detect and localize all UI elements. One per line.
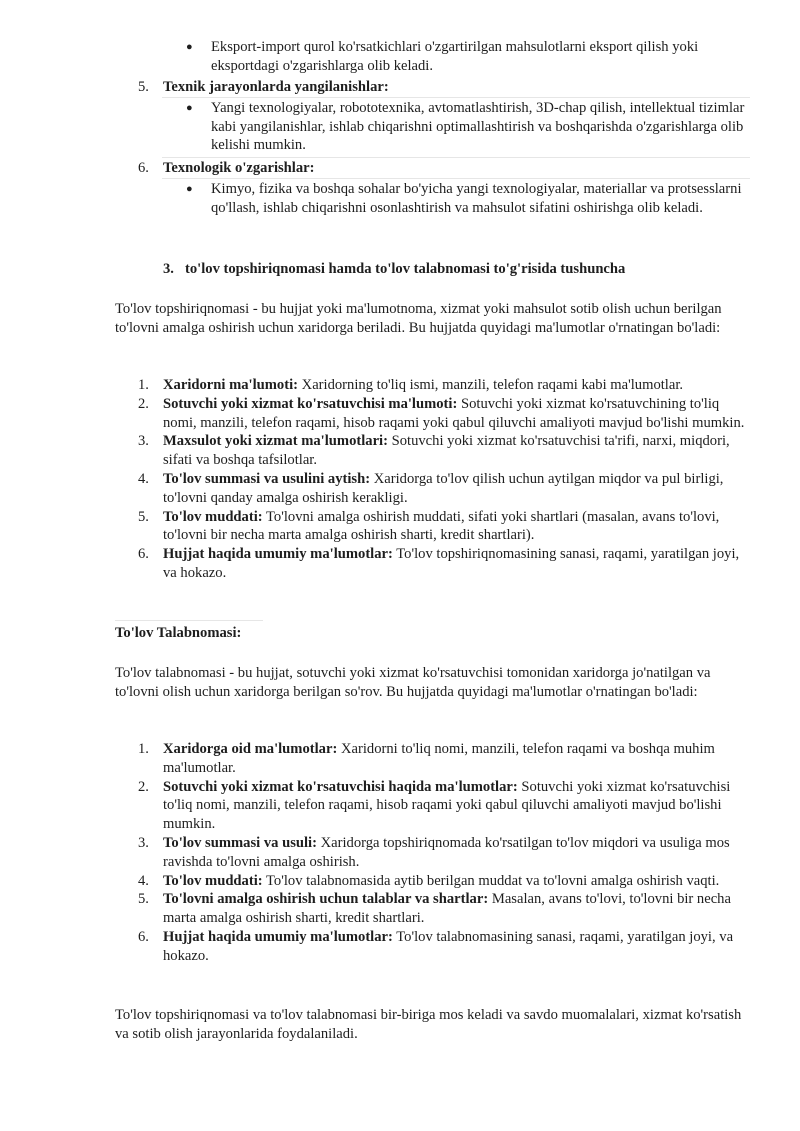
item-text: Xaridorga topshiriqnomada ko'rsatilgan to'lov miqdori va usuliga mos ravishda to'lovni amalga oshirish. xyxy=(163,834,730,870)
numbered-list-b xyxy=(0,376,800,583)
item-title: Hujjat haqida umumiy ma'lumotlar: xyxy=(163,546,393,563)
list-item xyxy=(0,432,800,470)
item-title: Sotuvchi yoki xizmat ko'rsatuvchisi haqida ma'lumotlar: xyxy=(163,778,518,795)
item-title: To'lov muddati: xyxy=(163,508,263,525)
closing-paragraph xyxy=(0,1006,800,1044)
bullet-dot: ● xyxy=(186,41,193,53)
item-title: Texnik jarayonlarda yangilanishlar: xyxy=(163,79,389,95)
section-title: to'lov topshiriqnomasi hamda to'lov talabnomasi to'g'risida tushuncha xyxy=(185,261,626,277)
subheading-block xyxy=(0,624,800,643)
section-heading xyxy=(0,260,800,279)
item-number: 5. xyxy=(138,891,149,908)
item-number: 3. xyxy=(138,433,149,450)
item-divider xyxy=(162,157,750,158)
item-text: Sotuvchi yoki xizmat ko'rsatuvchisi to'liq nomi, manzili, telefon raqami, hisob raqami yoki qabul qiluvchi amaliyoti mavjud bo'lishi mumkin. xyxy=(163,778,731,833)
subheading: To'lov Talabnomasi: xyxy=(115,625,242,641)
item-title: To'lovni amalga oshirish uchun talablar va shartlar: xyxy=(163,891,489,908)
intro-paragraph-1 xyxy=(0,300,800,338)
bullet-dot: ● xyxy=(186,182,193,195)
bullet-text: Yangi texnologiyalar, robototexnika, avtomatlashtirish, 3D-chap qilish, intellektual tizimlar kabi yangilanishlar, ishlab chiqarishni optimallashtirish va boshqarishda o'zgarishlarga olib kelishi mumkin. xyxy=(211,99,745,154)
item-number: 5. xyxy=(138,508,149,525)
item-number: 4. xyxy=(138,470,149,487)
item-number: 5. xyxy=(138,79,149,95)
item-number: 6. xyxy=(138,160,149,177)
list-item xyxy=(0,890,800,928)
item-title: To'lov muddati: xyxy=(163,872,263,889)
list-item xyxy=(0,928,800,966)
paragraph-text: To'lov topshiriqnomasi - bu hujjat yoki ma'lumotnoma, xizmat yoki mahsulot sotib olish uchun berilgan to'lovni amalga oshirish uchun xaridorga beriladi. Bu hujjatda quyidagi ma'lumotlar o'rnatingan bo'ladi: xyxy=(115,301,722,336)
item-number: 1. xyxy=(138,741,149,757)
list-item xyxy=(0,78,800,97)
item-number: 6. xyxy=(138,928,149,945)
item-text: Sotuvchi yoki xizmat ko'rsatuvchining to'liq nomi, manzili, telefon raqami, hisob raqami yoki qabul qiluvchi amaliyoti mavjud bo'lishi mumkin. xyxy=(163,395,745,431)
item-text: Xaridorni to'liq nomi, manzili, telefon raqami va boshqa muhim ma'lumotlar. xyxy=(163,741,715,776)
item-number: 4. xyxy=(138,872,149,889)
bullet-item xyxy=(0,38,800,76)
list-item xyxy=(0,376,800,395)
bullet-item xyxy=(0,99,800,155)
list-item xyxy=(0,834,800,872)
item-text: To'lov topshiriqnomasining sanasi, raqami, yaratilgan joyi, va hokazo. xyxy=(163,546,740,581)
item-title: Hujjat haqida umumiy ma'lumotlar: xyxy=(163,928,393,945)
item-title: Sotuvchi yoki xizmat ko'rsatuvchisi ma'lumoti: xyxy=(163,395,458,412)
item-title: To'lov summasi va usuli: xyxy=(163,834,317,851)
list-item xyxy=(0,872,800,891)
item-text: To'lovni amalga oshirish muddati, sifati yoki shartlari (masalan, avans to'lovi, to'lovni bir necha marta amalga oshirish sharti, kredit shartlari). xyxy=(163,508,720,544)
item-divider xyxy=(162,178,750,179)
paragraph-text: To'lov talabnomasi - bu hujjat, sotuvchi yoki xizmat ko'rsatuvchisi tomonidan xaridorga jo'natilgan va to'lovni olish uchun xaridorga berilgan so'rov. Bu hujjatda quyidagi ma'lumotlar o'rnatingan bo'ladi: xyxy=(115,665,711,700)
section-number: 3. xyxy=(163,261,174,277)
bullet-text: Kimyo, fizika va boshqa sohalar bo'yicha yangi texnologiyalar, materiallar va protsesslarni qo'llash, ishlab chiqarishni osonlashtirish va mahsulot sifatini oshirishga olib keladi. xyxy=(211,180,742,216)
top-bullet-block xyxy=(0,38,800,76)
item-text: Xaridorga to'lov qilish uchun aytilgan miqdor va pul birligi, to'lovni qanday amalga oshirish kerakligi. xyxy=(163,470,724,506)
list-item xyxy=(0,740,800,778)
item-divider xyxy=(162,97,750,98)
item-title: Xaridorga oid ma'lumotlar: xyxy=(163,741,338,757)
list-item xyxy=(0,395,800,433)
item-number: 2. xyxy=(138,778,149,795)
numbered-list-c xyxy=(0,740,800,966)
item-title: Maxsulot yoki xizmat ma'lumotlari: xyxy=(163,433,388,450)
short-divider xyxy=(115,620,263,621)
item-text: To'lov talabnomasining sanasi, raqami, yaratilgan joyi, va hokazo. xyxy=(163,928,734,964)
paragraph-text: To'lov topshiriqnomasi va to'lov talabnomasi bir-biriga mos keladi va savdo muomalalari, xizmat ko'rsatish va sotib olish jarayonlarida foydalaniladi. xyxy=(115,1007,742,1042)
item-title: To'lov summasi va usulini aytish: xyxy=(163,470,371,487)
item-number: 3. xyxy=(138,834,149,851)
bullet-text: Eksport-import qurol ko'rsatkichlari o'zgartirilgan mahsulotlarni eksport qilish yoki eksportdagi o'zgarishlarga olib keladi. xyxy=(211,39,699,74)
item-number: 1. xyxy=(138,377,149,393)
item-number: 6. xyxy=(138,546,149,563)
numbered-list-a xyxy=(0,78,800,218)
bullet-dot: ● xyxy=(186,101,193,114)
list-item xyxy=(0,159,800,178)
item-text: To'lov talabnomasida aytib berilgan muddat va to'lovni amalga oshirish vaqti. xyxy=(266,872,720,889)
item-text: Xaridorning to'liq ismi, manzili, telefon raqami kabi ma'lumotlar. xyxy=(301,377,684,393)
list-item xyxy=(0,778,800,834)
item-number: 2. xyxy=(138,395,149,412)
list-item xyxy=(0,470,800,508)
item-title: Texnologik o'zgarishlar: xyxy=(163,160,315,177)
list-item xyxy=(0,508,800,546)
item-text: Masalan, avans to'lovi, to'lovni bir necha marta amalga oshirish sharti, kredit shartlari. xyxy=(163,891,731,927)
item-text: Sotuvchi yoki xizmat ko'rsatuvchisi ta'rifi, narxi, miqdori, sifati va boshqa tafsilotlar. xyxy=(163,433,730,469)
item-title: Xaridorni ma'lumoti: xyxy=(163,377,298,393)
list-item xyxy=(0,545,800,583)
bullet-item xyxy=(0,180,800,218)
intro-paragraph-2 xyxy=(0,664,800,702)
